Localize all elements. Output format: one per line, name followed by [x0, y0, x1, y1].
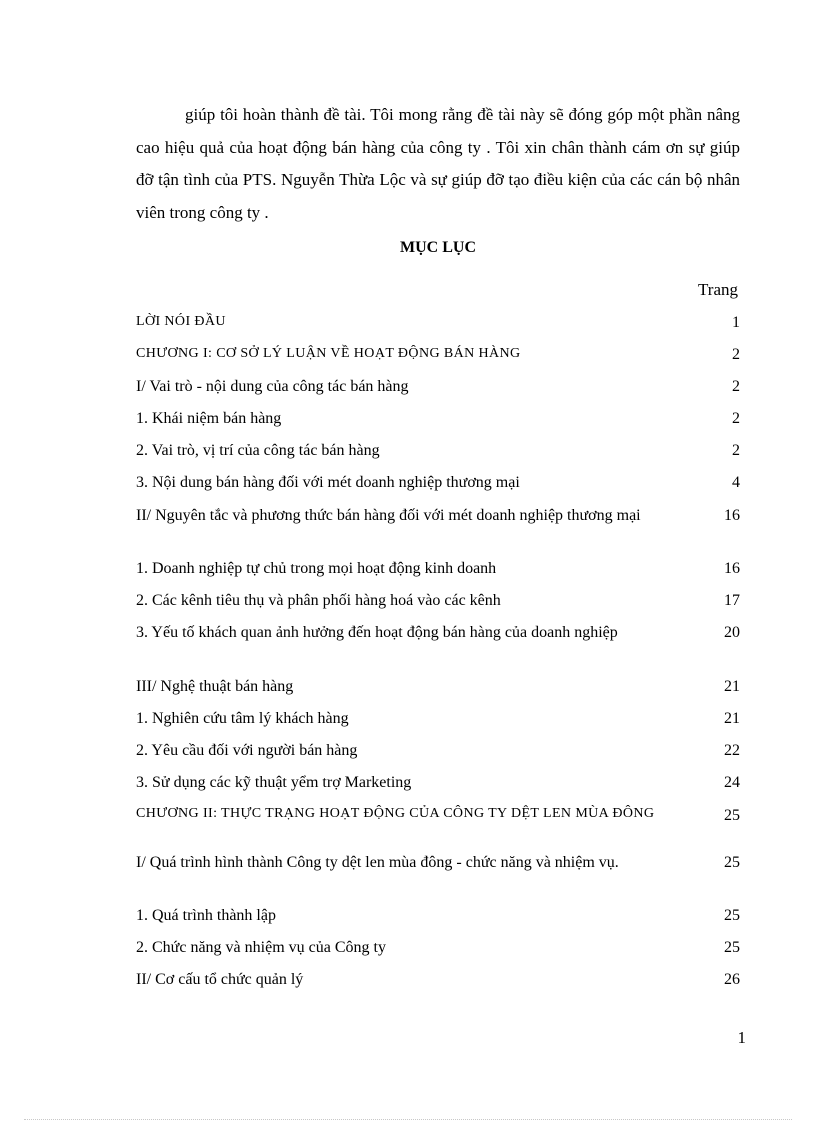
- toc-entry-page: 21: [724, 678, 740, 695]
- toc-page-column-header: Trang: [698, 280, 738, 299]
- toc-entry-page: 4: [732, 474, 740, 491]
- toc-entry-page: 25: [724, 854, 740, 871]
- toc-entry-title: 2. Chức năng và nhiệm vụ của Công ty: [136, 939, 386, 956]
- toc-entry-page: 26: [724, 971, 740, 988]
- toc-entry[interactable]: [136, 440, 740, 461]
- page-bottom-divider: [24, 1119, 792, 1120]
- toc-entry-page: 20: [724, 624, 740, 641]
- toc-entry-title: 1. Nghiên cứu tâm lý khách hàng: [136, 710, 349, 727]
- toc-entry-title: CHƯƠNG II: THỰC TRẠNG HOẠT ĐỘNG CỦA CÔNG TY DỆT LEN MÙA ĐÔNG: [136, 806, 655, 821]
- toc-entry[interactable]: [136, 805, 740, 826]
- page-number: 1: [737, 1028, 746, 1047]
- toc-entry-page: 2: [732, 346, 740, 363]
- toc-entry-page: 22: [724, 742, 740, 759]
- toc-entry-page: 25: [724, 907, 740, 924]
- toc-entry[interactable]: [136, 505, 740, 526]
- toc-entry-title: II/ Cơ cấu tổ chức quản lý: [136, 971, 304, 988]
- toc-entry-title: CHƯƠNG I: CƠ SỞ LÝ LUẬN VỀ HOẠT ĐỘNG BÁN HÀNG: [136, 346, 521, 361]
- toc-entry-title: III/ Nghệ thuật bán hàng: [136, 678, 294, 695]
- intro-paragraph-block: [136, 99, 740, 229]
- toc-entry-page: 25: [724, 939, 740, 956]
- toc-entry[interactable]: [136, 344, 740, 365]
- toc-entry-title: 3. Sử dụng các kỹ thuật yểm trợ Marketing: [136, 774, 412, 791]
- toc-entry[interactable]: [136, 772, 740, 793]
- toc-entry-page: 1: [732, 314, 740, 331]
- toc-entry[interactable]: [136, 676, 740, 697]
- toc-entry[interactable]: [136, 937, 740, 958]
- toc-entry-title: I/ Vai trò - nội dung của công tác bán hàng: [136, 378, 409, 395]
- toc-entry-page: 17: [724, 592, 740, 609]
- toc-entry-title: 3. Yếu tố khách quan ảnh hưởng đến hoạt động bán hàng của doanh nghiệp: [136, 624, 618, 641]
- toc-entry-title: 3. Nội dung bán hàng đối với mét doanh nghiệp thương mại: [136, 474, 520, 491]
- toc-entry-page: 16: [724, 560, 740, 577]
- toc-entry-title: II/ Nguyên tắc và phương thức bán hàng đối với mét doanh nghiệp thương mại: [136, 507, 641, 524]
- intro-paragraph: giúp tôi hoàn thành đề tài. Tôi mong rằng đề tài này sẽ đóng góp một phần nâng cao hiệu quả của hoạt động bán hàng của công ty . Tôi xin chân thành cám ơn sự giúp đỡ tận tình của PTS. Nguyễn Thừa Lộc và sự giúp đỡ tạo điều kiện của các cán bộ nhân viên trong công ty .: [136, 105, 740, 222]
- toc-entry[interactable]: [136, 590, 740, 611]
- toc-entry-title: I/ Quá trình hình thành Công ty dệt len mùa đông - chức năng và nhiệm vụ.: [136, 854, 619, 871]
- toc-entry-title: 1. Quá trình thành lập: [136, 907, 276, 924]
- toc-entry-page: 2: [732, 442, 740, 459]
- toc-entry-title: 2. Vai trò, vị trí của công tác bán hàng: [136, 442, 380, 459]
- toc-entry[interactable]: [136, 969, 740, 990]
- toc-entry[interactable]: [136, 312, 740, 333]
- toc-entry-title: 2. Yêu cầu đối với người bán hàng: [136, 742, 358, 759]
- toc-entry-page: 2: [732, 378, 740, 395]
- toc-entry[interactable]: [136, 708, 740, 729]
- toc-entry-title: 2. Các kênh tiêu thụ và phân phối hàng hoá vào các kênh: [136, 592, 501, 609]
- toc-entry[interactable]: [136, 852, 740, 873]
- toc-entry-title: 1. Doanh nghiệp tự chủ trong mọi hoạt động kinh doanh: [136, 560, 497, 577]
- toc-entry[interactable]: [136, 408, 740, 429]
- toc-entry[interactable]: [136, 740, 740, 761]
- toc-entry[interactable]: [136, 376, 740, 397]
- toc-entry-title: LỜI NÓI ĐẦU: [136, 314, 226, 329]
- toc-entry-page: 21: [724, 710, 740, 727]
- toc-entry-page: 24: [724, 774, 740, 791]
- toc-entry-page: 25: [724, 807, 740, 824]
- toc-entry[interactable]: [136, 472, 740, 493]
- toc-entry-page: 2: [732, 410, 740, 427]
- toc-title: MỤC LỤC: [400, 239, 476, 256]
- toc-entry[interactable]: [136, 622, 740, 643]
- toc-entry-page: 16: [724, 507, 740, 524]
- toc-entry[interactable]: [136, 905, 740, 926]
- toc-entry-title: 1. Khái niệm bán hàng: [136, 410, 282, 427]
- toc-entry[interactable]: [136, 558, 740, 579]
